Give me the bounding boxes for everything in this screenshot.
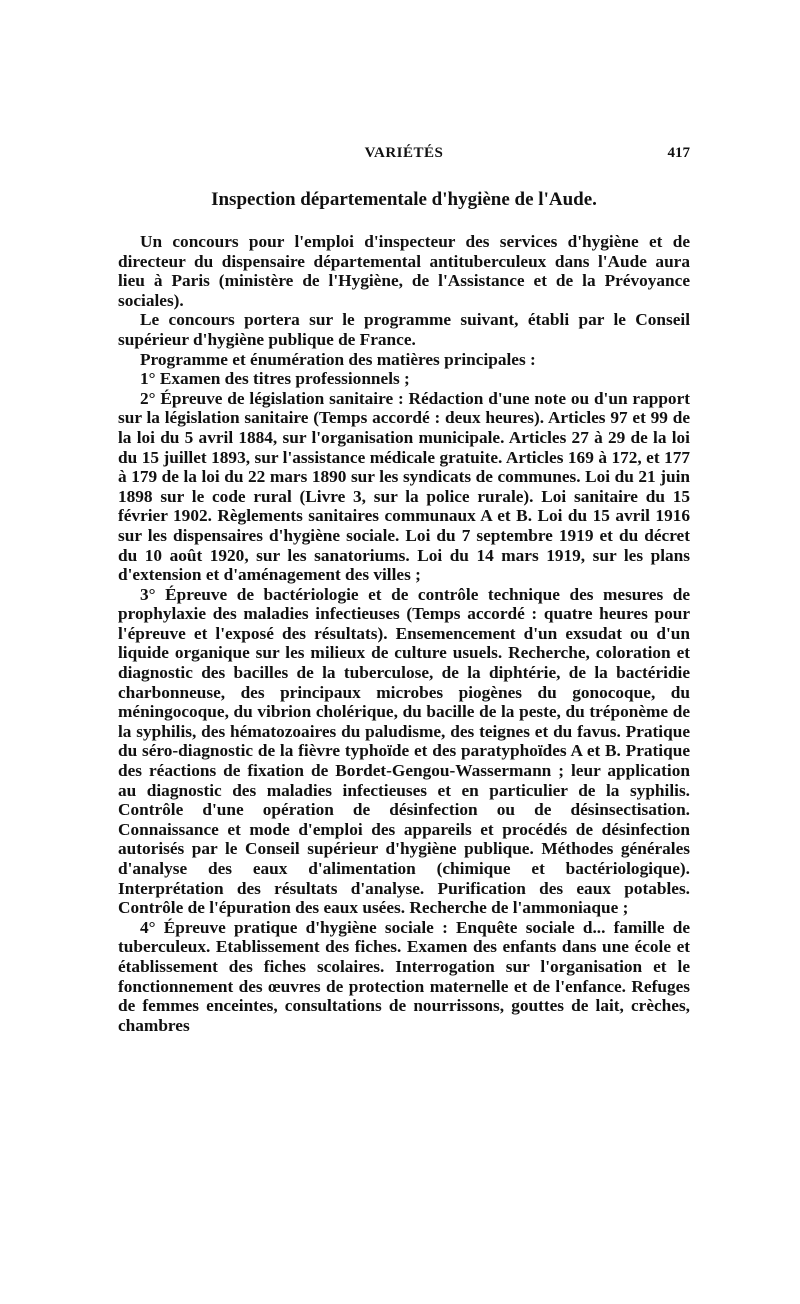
paragraph-item-2: 2° Épreuve de législation sanitaire : Rédaction d'une note ou d'un rapport sur la législation sanitaire (Temps accordé : deux heures). Articles 97 et 99 de la loi du 5 avril 1884, sur l'organisation municipale. Articles 27 à 29 de la loi du 15 juillet 1893, sur l'assistance médicale gratuite. Articles 169 à 172, et 177 à 179 de la loi du 22 mars 1890 sur les syndicats de communes. Loi du 21 juin 1898 sur le code rural (Livre 3, sur la police rurale). Loi sanitaire du 15 février 1902. Règlements sanitaires communaux A et B. Loi du 15 avril 1916 sur les dispensaires d'hygiène sociale. Loi du 7 septembre 1919 et du décret du 10 août 1920, sur les sanatoriums. Loi du 14 mars 1919, sur les plans d'extension et d'aménagement des villes ; [118,388,690,585]
paragraph-intro: Un concours pour l'emploi d'inspecteur des services d'hygiène et de directeur du dispensaire départemental antituberculeux dans l'Aude aura lieu à Paris (ministère de l'Hygiène, de l'Assistance et de la Prévoyance sociales). [118,232,690,310]
article-title: Inspection départementale d'hygiène de l'Aude. [211,189,597,210]
paragraph-programme-heading: Programme et énumération des matières principales : [140,349,536,369]
running-head [118,145,690,169]
paragraph-programme-intro: Le concours portera sur le programme suivant, établi par le Conseil supérieur d'hygiène publique de France. [118,310,690,349]
article-body [118,232,690,1035]
running-title: VARIÉTÉS [364,145,444,161]
paragraph-item-1: 1° Examen des titres professionnels ; [140,369,410,389]
paragraph-item-4: 4° Épreuve pratique d'hygiène sociale : Enquête sociale d... famille de tuberculeux. Etablissement des fiches. Examen des enfants dans une école et établissement des fiches scolaires. Interrogation sur l'organisation et le fonctionnement des œuvres de protection maternelle et de l'enfance. Refuges de femmes enceintes, consultations de nourrissons, gouttes de lait, crèches, chambres [118,917,690,1035]
page-number: 417 [667,145,690,161]
paragraph-item-3: 3° Épreuve de bactériologie et de contrôle technique des mesures de prophylaxie des maladies infectieuses (Temps accordé : quatre heures pour l'épreuve et l'exposé des résultats). Ensemencement d'un exsudat ou d'un liquide organique sur les milieux de culture usuels. Recherche, coloration et diagnostic des bacilles de la tuberculose, de la diphtérie, de la bactéridie charbonneuse, des principaux microbes piogènes du gonocoque, du méningocoque, du vibrion cholérique, du bacille de la peste, du tréponème de la syphilis, des hématozoaires du paludisme, des teignes et du favus. Pratique du séro-diagnostic de la fièvre typhoïde et des paratyphoïdes A et B. Pratique des réactions de fixation de Bordet-Gengou-Wassermann ; leur application au diagnostic des maladies infectieuses et en particulier de la syphilis. Contrôle d'une opération de désinfection ou de désinsectisation. Connaissance et mode d'emploi des appareils et procédés de désinfection autorisés par le Conseil supérieur d'hygiène publique. Méthodes générales d'analyse des eaux d'alimentation (chimique et bactériologique). Interprétation des résultats d'analyse. Purification des eaux potables. Contrôle de l'épuration des eaux usées. Recherche de l'ammoniaque ; [118,584,690,918]
